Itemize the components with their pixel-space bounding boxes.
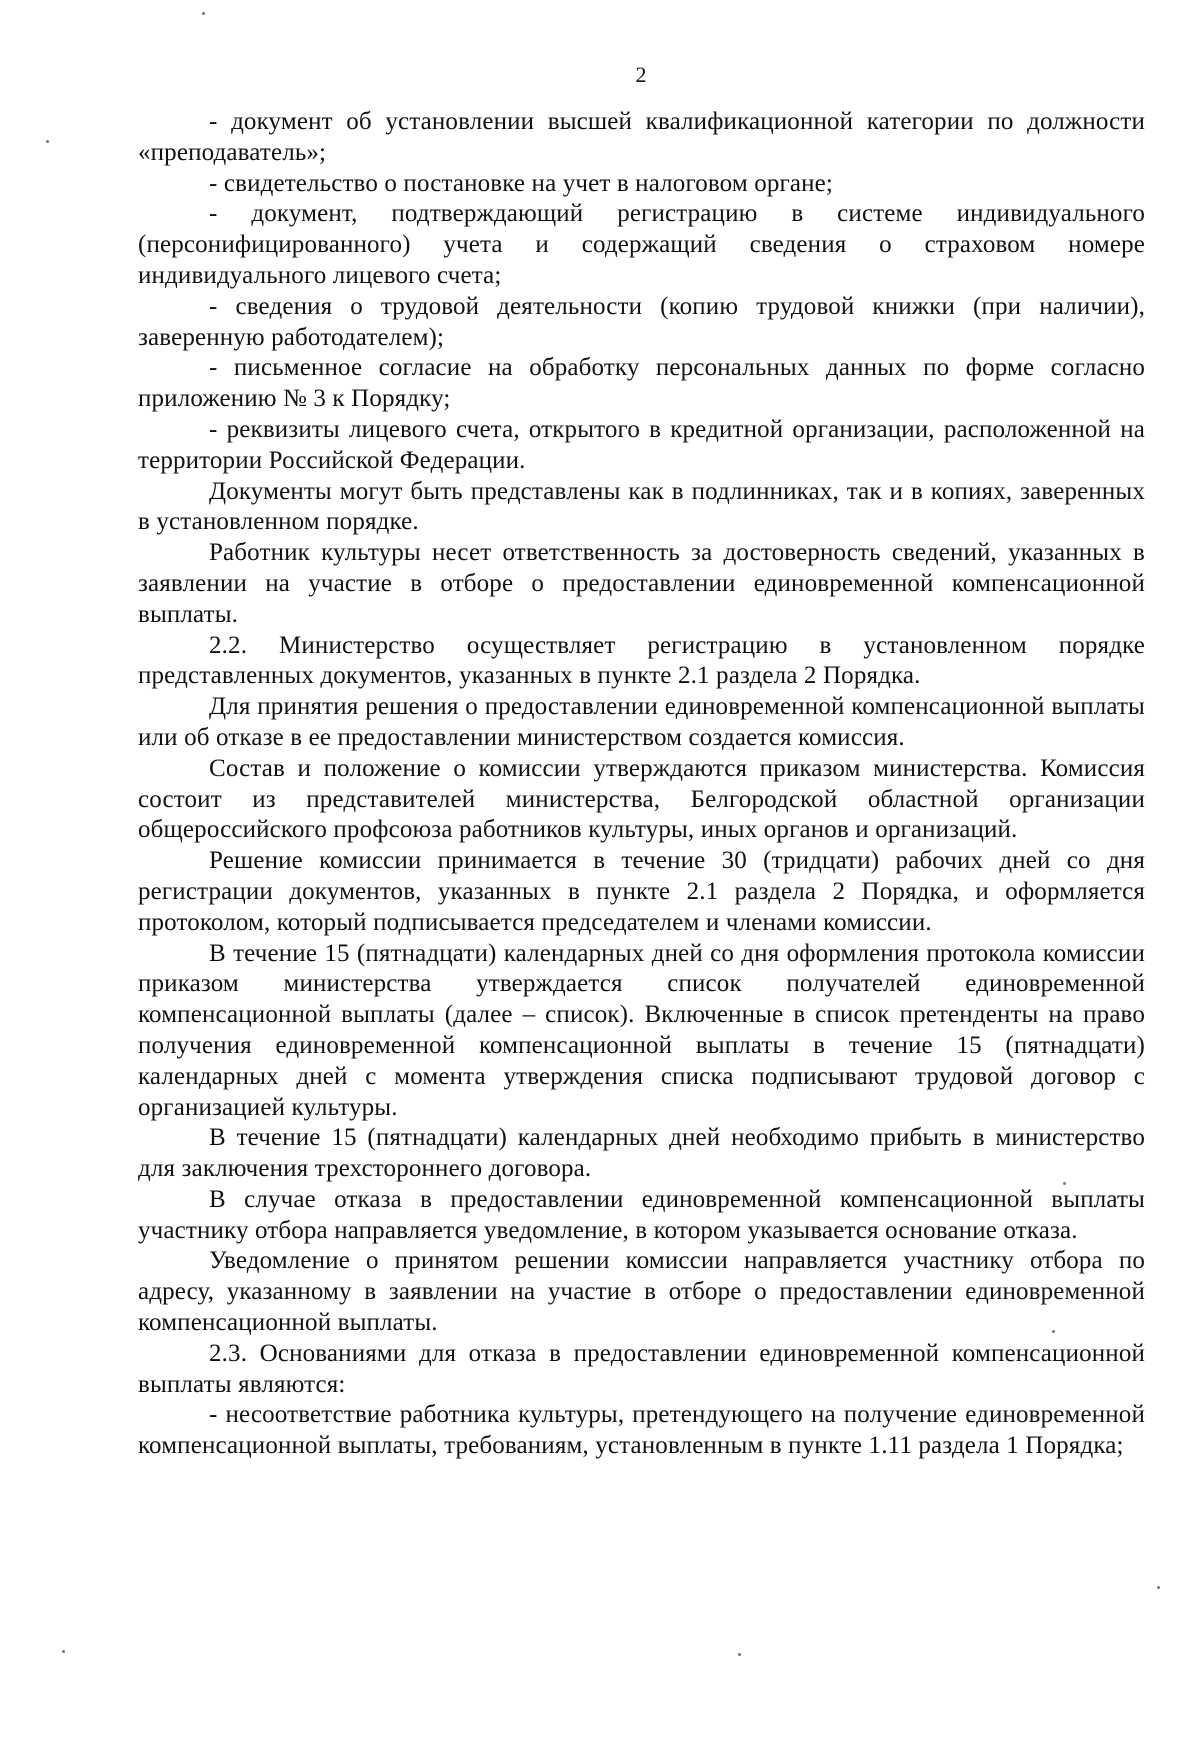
paragraph: Решение комиссии принимается в течение 30 (тридцати) рабочих дней со дня регистрации документов, указанных в пункте 2.1 раздела 2 Порядка, и оформляется протоколом, который подписывается председателем и членами комиссии. xyxy=(138,847,1145,936)
scan-speck xyxy=(1157,1586,1160,1589)
paragraph: Уведомление о принятом решении комиссии направляется участнику отбора по адресу, указанному в заявлении на участие в отборе о предоставлении единовременной компенсационной выплаты. xyxy=(138,1247,1145,1337)
scan-speck xyxy=(46,140,49,143)
paragraph: В случае отказа в предоставлении единовременной компенсационной выплаты участнику отбора направляется уведомление, в котором указывается основание отказа. xyxy=(138,1185,1145,1244)
paragraph: В течение 15 (пятнадцати) календарных дней со дня оформления протокола комиссии приказом министерства утверждается список получателей единовременной компенсационной выплаты (далее – список). Включенные в список претенденты на право получения единовременной компенсационной выплаты в течение 15 (пятнадцати) календарных дней с момента утверждения списка подписывают трудовой договор с организацией культуры. xyxy=(138,939,1145,1121)
paragraph: - документ, подтверждающий регистрацию в системе индивидуального (персонифицированного) учета и содержащий сведения о страховом номере индивидуального лицевого счета; xyxy=(138,200,1145,289)
paragraph: 2.2. Министерство осуществляет регистрацию в установленном порядке представленных документов, указанных в пункте 2.1 раздела 2 Порядка. xyxy=(138,631,1145,690)
paragraph: Для принятия решения о предоставлении единовременной компенсационной выплаты или об отказе в ее предоставлении министерством создается комиссия. xyxy=(138,693,1145,751)
paragraph: - свидетельство о постановке на учет в налоговом органе; xyxy=(209,169,834,197)
scan-speck xyxy=(62,1650,65,1653)
scan-speck xyxy=(738,1653,741,1656)
paragraph: В течение 15 (пятнадцати) календарных дней необходимо прибыть в министерство для заключения трехстороннего договора. xyxy=(138,1124,1145,1183)
paragraph: Работник культуры несет ответственность за достоверность сведений, указанных в заявлении на участие в отборе о предоставлении единовременной компенсационной выплаты. xyxy=(138,539,1145,628)
scan-speck xyxy=(1063,1182,1066,1185)
paragraph: - реквизиты лицевого счета, открытого в кредитной организации, расположенной на территории Российской Федерации. xyxy=(138,415,1145,474)
scan-speck xyxy=(202,12,205,15)
paragraph: - сведения о трудовой деятельности (копию трудовой книжки (при наличии), заверенную работодателем); xyxy=(138,292,1145,351)
page-number: 2 xyxy=(635,62,647,87)
scan-speck xyxy=(1052,1330,1055,1333)
document-body xyxy=(138,107,1145,1462)
paragraph: - документ об установлении высшей квалификационной категории по должности «преподаватель»; xyxy=(138,108,1145,166)
paragraph: 2.3. Основаниями для отказа в предоставлении единовременной компенсационной выплаты являются: xyxy=(138,1339,1145,1398)
paragraph: Документы могут быть представлены как в подлинниках, так и в копиях, заверенных в установленном порядке. xyxy=(138,477,1145,536)
paragraph: Состав и положение о комиссии утверждаются приказом министерства. Комиссия состоит из представителей министерства, Белгородской областной организации общероссийского профсоюза работников культуры, иных органов и организаций. xyxy=(138,754,1145,844)
paragraph: - письменное согласие на обработку персональных данных по форме согласно приложению № 3 к Порядку; xyxy=(138,354,1145,413)
paragraph: - несоответствие работника культуры, претендующего на получение единовременной компенсационной выплаты, требованиям, установленным в пункте 1.11 раздела 1 Порядка; xyxy=(138,1401,1145,1460)
